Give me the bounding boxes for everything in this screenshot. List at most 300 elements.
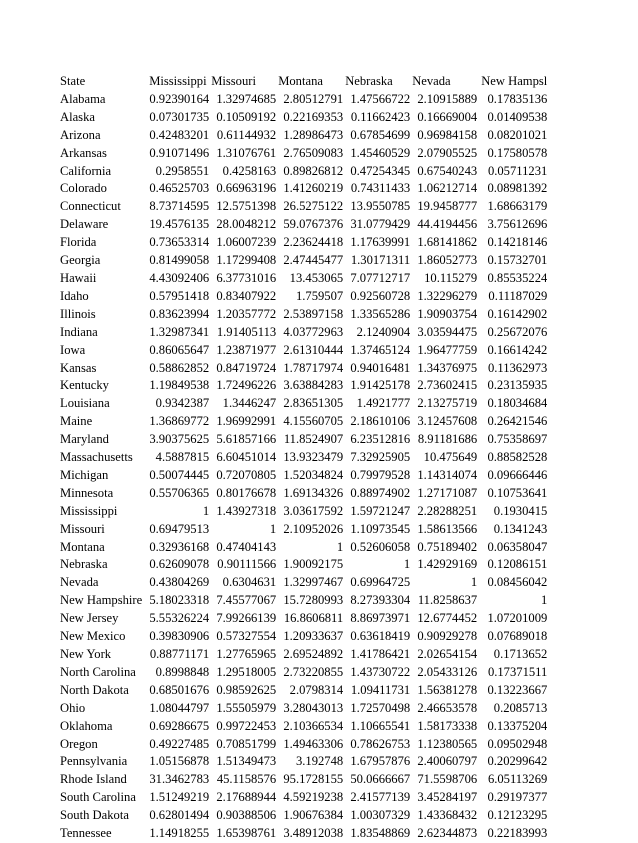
ratio-cell: 4.43092406 <box>149 270 210 285</box>
ratio-cell: 1.32997467 <box>283 575 344 590</box>
ratio-cell: 1.29518005 <box>216 664 277 679</box>
ratio-cell: 1.55505979 <box>216 700 277 715</box>
ratio-cell: 0.99722453 <box>216 718 277 733</box>
ratio-cell: 1 <box>336 539 344 554</box>
state-name-cell: Pennsylvania <box>60 754 128 769</box>
ratio-cell: 0.01409538 <box>487 109 548 124</box>
ratio-cell: 0.90111566 <box>217 557 277 572</box>
ratio-cell: 1.91405113 <box>216 324 277 339</box>
ratio-cell: 0.11662423 <box>350 109 411 124</box>
ratio-cell: 0.85535224 <box>487 270 548 285</box>
ratio-cell: 8.91181686 <box>417 432 478 447</box>
ratio-cell: 0.11187029 <box>488 288 548 303</box>
ratio-cell: 1 <box>202 503 210 518</box>
ratio-cell: 1.86052773 <box>417 253 478 268</box>
ratio-cell: 1.37465124 <box>350 342 411 357</box>
ratio-cell: 1.56381278 <box>417 682 478 697</box>
ratio-cell: 0.88771171 <box>149 647 210 661</box>
ratio-cell: 0.88582528 <box>487 450 548 465</box>
ratio-cell: 1.67957876 <box>350 754 411 769</box>
ratio-cell: 1.96477759 <box>417 342 478 357</box>
state-name-cell: Iowa <box>60 342 86 357</box>
ratio-cell: 2.69524892 <box>283 647 344 661</box>
state-name-cell: Maryland <box>60 432 109 447</box>
ratio-cell: 0.29197377 <box>487 790 548 805</box>
table-row <box>60 360 547 378</box>
state-name-cell: Michigan <box>60 467 109 482</box>
header-new-hampshire: New Hampsl <box>481 74 548 88</box>
ratio-cell: 0.11362973 <box>487 360 548 375</box>
ratio-cell: 0.47404143 <box>216 539 277 554</box>
state-name-cell: Arkansas <box>60 145 107 160</box>
ratio-cell: 1.72496226 <box>216 378 277 393</box>
ratio-cell: 0.61144932 <box>216 127 277 142</box>
table-row <box>60 91 547 109</box>
ratio-cell: 7.32925905 <box>350 450 411 465</box>
ratio-cell: 0.06358047 <box>487 539 548 554</box>
ratio-cell: 3.63884283 <box>283 378 344 393</box>
ratio-cell: 5.55326224 <box>149 611 210 626</box>
ratio-cell: 1.68141862 <box>417 235 478 250</box>
ratio-cell: 0.83623994 <box>149 306 210 321</box>
ratio-cell: 0.84719724 <box>216 360 277 375</box>
ratio-cell: 1.20933637 <box>283 629 344 644</box>
ratio-cell: 0.73653314 <box>149 235 210 250</box>
ratio-cell: 1.65398761 <box>216 826 277 841</box>
ratio-cell: 0.81499058 <box>149 253 210 268</box>
ratio-cell: 0.15732701 <box>487 253 548 268</box>
ratio-cell: 0.25672076 <box>487 324 548 339</box>
ratio-cell: 0.52606058 <box>350 539 411 554</box>
ratio-cell: 1.90903754 <box>417 306 478 321</box>
ratio-cell: 1.14314074 <box>417 467 478 482</box>
ratio-cell: 1.36869772 <box>149 414 210 429</box>
ratio-cell: 7.45577067 <box>216 593 277 608</box>
state-name-cell: Rhode Island <box>60 772 127 787</box>
ratio-cell: 1.31076761 <box>216 145 277 160</box>
ratio-cell: 59.0767376 <box>283 217 344 232</box>
table-row <box>60 700 547 718</box>
ratio-cell: 3.90375625 <box>149 432 210 447</box>
ratio-cell: 1.12380565 <box>417 736 478 751</box>
ratio-cell: 0.16142902 <box>487 306 548 321</box>
state-name-cell: Alabama <box>60 91 106 106</box>
state-name-cell: Connecticut <box>60 199 121 214</box>
ratio-cell: 1.19849538 <box>149 378 210 393</box>
ratio-cell: 95.1728155 <box>283 772 344 787</box>
table-row <box>60 342 547 360</box>
table-row <box>60 718 547 736</box>
ratio-cell: 0.72070805 <box>216 467 277 482</box>
ratio-cell: 0.16669004 <box>417 109 478 124</box>
state-name-cell: Missouri <box>60 521 105 536</box>
ratio-cell: 0.14218146 <box>487 235 548 250</box>
state-name-cell: Illinois <box>60 306 96 321</box>
ratio-cell: 0.13223667 <box>487 682 548 697</box>
ratio-cell: 7.99266139 <box>216 611 277 626</box>
ratio-cell: 16.8606811 <box>283 611 344 626</box>
ratio-cell: 0.69286675 <box>149 718 210 733</box>
table-row <box>60 807 547 825</box>
table-row <box>60 127 547 145</box>
table-row <box>60 610 547 628</box>
ratio-cell: 0.91071496 <box>149 145 210 160</box>
ratio-cell: 2.83651305 <box>283 396 344 411</box>
ratio-cell: 1.33565286 <box>350 306 411 321</box>
ratio-cell: 0.67854699 <box>350 127 411 142</box>
ratio-cell: 1.90676384 <box>283 808 344 823</box>
ratio-cell: 45.1158576 <box>216 772 277 787</box>
state-name-cell: Louisiana <box>60 396 110 411</box>
ratio-cell: 71.5598706 <box>417 772 478 787</box>
ratio-cell: 0.46525703 <box>149 181 210 196</box>
ratio-cell: 19.4576135 <box>149 217 210 232</box>
ratio-cell: 1.43730722 <box>350 664 411 679</box>
ratio-cell: 1.58173338 <box>417 718 478 733</box>
header-nebraska: Nebraska <box>345 74 393 88</box>
state-ratio-table <box>60 73 547 843</box>
table-row <box>60 306 547 324</box>
ratio-cell: 1.69134326 <box>283 485 344 500</box>
ratio-cell: 4.03772963 <box>283 324 344 339</box>
header-state: State <box>60 74 86 88</box>
ratio-cell: 1.10973545 <box>350 521 411 536</box>
ratio-cell: 0.1930415 <box>493 503 548 518</box>
ratio-cell: 8.27393304 <box>350 593 411 608</box>
state-name-cell: Massachusetts <box>60 450 133 465</box>
ratio-cell: 0.39830906 <box>149 629 210 644</box>
table-row <box>60 628 547 646</box>
ratio-cell: 4.59219238 <box>283 790 344 805</box>
ratio-cell: 1.34376975 <box>417 360 478 375</box>
state-name-cell: Kansas <box>60 360 97 375</box>
ratio-cell: 1.4921777 <box>356 396 411 411</box>
ratio-cell: 3.45284197 <box>417 790 478 805</box>
ratio-cell: 8.73714595 <box>149 199 210 214</box>
ratio-cell: 0.20299642 <box>487 754 548 769</box>
header-nevada: Nevada <box>412 74 451 88</box>
table-row <box>60 324 547 342</box>
ratio-cell: 0.79979528 <box>350 467 411 482</box>
ratio-cell: 2.1240904 <box>356 324 411 339</box>
ratio-cell: 2.0798314 <box>289 682 344 697</box>
ratio-cell: 1.83548869 <box>350 826 411 841</box>
ratio-cell: 1.32987341 <box>149 324 210 339</box>
ratio-cell: 1.43927318 <box>216 503 277 518</box>
ratio-cell: 4.15560705 <box>283 414 344 429</box>
ratio-cell: 0.08981392 <box>487 181 548 196</box>
ratio-cell: 6.05113269 <box>487 772 548 787</box>
ratio-cell: 1.759507 <box>295 288 344 303</box>
ratio-cell: 2.47445477 <box>283 253 344 268</box>
ratio-cell: 1.30171311 <box>350 253 411 268</box>
ratio-cell: 1.32296279 <box>417 288 478 303</box>
ratio-cell: 2.62344873 <box>417 826 478 841</box>
ratio-cell: 0.16614242 <box>487 342 548 357</box>
ratio-cell: 3.75612696 <box>487 217 548 232</box>
ratio-cell: 0.23135935 <box>487 378 548 393</box>
ratio-cell: 2.10952026 <box>283 521 344 536</box>
ratio-cell: 1.52034824 <box>283 467 344 482</box>
ratio-cell: 0.2958551 <box>155 163 210 178</box>
ratio-cell: 0.78626753 <box>350 736 411 751</box>
ratio-cell: 3.28043013 <box>283 700 344 715</box>
ratio-cell: 1.90092175 <box>283 557 344 572</box>
ratio-cell: 1.47566722 <box>350 91 411 106</box>
ratio-cell: 1.41260219 <box>283 181 344 196</box>
ratio-cell: 0.66963196 <box>216 181 277 196</box>
ratio-cell: 1.45460529 <box>350 145 411 160</box>
state-name-cell: New York <box>60 647 112 661</box>
ratio-cell: 12.6774452 <box>417 611 478 626</box>
ratio-cell: 1.23871977 <box>216 342 277 357</box>
ratio-cell: 0.89826812 <box>283 163 344 178</box>
ratio-cell: 1.51349473 <box>216 754 277 769</box>
ratio-cell: 26.5275122 <box>283 199 344 214</box>
ratio-cell: 3.192748 <box>295 754 344 769</box>
ratio-cell: 1 <box>269 521 277 536</box>
state-name-cell: Alaska <box>60 109 95 124</box>
ratio-cell: 11.8524907 <box>283 432 344 447</box>
ratio-cell: 0.22169353 <box>283 109 344 124</box>
table-row <box>60 413 547 431</box>
ratio-cell: 0.05711231 <box>487 163 548 178</box>
ratio-cell: 2.10915889 <box>417 91 478 106</box>
ratio-cell: 1.43368432 <box>417 808 478 823</box>
ratio-cell: 0.09666446 <box>487 467 548 482</box>
ratio-cell: 0.92560728 <box>350 288 411 303</box>
ratio-cell: 3.03617592 <box>283 503 344 518</box>
state-name-cell: Hawaii <box>60 270 97 285</box>
table-row <box>60 109 547 127</box>
ratio-cell: 0.55706365 <box>149 485 210 500</box>
ratio-cell: 0.1341243 <box>493 521 548 536</box>
table-row <box>60 736 547 754</box>
ratio-cell: 1.08044797 <box>149 700 210 715</box>
ratio-cell: 0.2085713 <box>493 700 548 715</box>
state-name-cell: South Carolina <box>60 790 136 805</box>
ratio-cell: 4.5887815 <box>155 450 210 465</box>
ratio-cell: 0.94016481 <box>350 360 411 375</box>
ratio-cell: 0.1713652 <box>493 647 548 661</box>
ratio-cell: 1 <box>470 575 478 590</box>
ratio-cell: 0.22183993 <box>487 826 548 841</box>
state-name-cell: New Mexico <box>60 629 126 644</box>
table-row <box>60 431 547 449</box>
state-name-cell: Minnesota <box>60 485 114 500</box>
table-row <box>60 288 547 306</box>
ratio-cell: 1.72570498 <box>350 700 411 715</box>
state-name-cell: Montana <box>60 539 105 554</box>
ratio-cell: 0.13375204 <box>487 718 548 733</box>
header-row <box>60 73 547 91</box>
ratio-cell: 2.02654154 <box>417 647 478 661</box>
state-name-cell: California <box>60 163 112 178</box>
ratio-cell: 50.0666667 <box>350 772 411 787</box>
state-name-cell: North Carolina <box>60 664 136 679</box>
ratio-cell: 1.05156878 <box>149 754 210 769</box>
ratio-cell: 2.73602415 <box>417 378 478 393</box>
header-missouri: Missouri <box>211 74 256 88</box>
ratio-cell: 0.32936168 <box>149 539 210 554</box>
ratio-cell: 1.14918255 <box>149 826 210 841</box>
ratio-cell: 1.59721247 <box>350 503 411 518</box>
ratio-cell: 0.08456042 <box>487 575 548 590</box>
ratio-cell: 0.26421546 <box>487 414 548 429</box>
ratio-cell: 1.00307329 <box>350 808 411 823</box>
ratio-cell: 0.12123295 <box>487 808 548 823</box>
table-row <box>60 395 547 413</box>
ratio-cell: 0.6304631 <box>222 575 277 590</box>
ratio-cell: 6.37731016 <box>216 270 277 285</box>
ratio-cell: 1.78717974 <box>283 360 344 375</box>
ratio-cell: 0.47254345 <box>350 163 411 178</box>
ratio-cell: 1.96992991 <box>216 414 277 429</box>
ratio-cell: 1.27171087 <box>417 485 478 500</box>
ratio-cell: 0.42483201 <box>149 127 210 142</box>
ratio-cell: 13.453065 <box>289 270 344 285</box>
ratio-cell: 0.80176678 <box>216 485 277 500</box>
ratio-cell: 19.9458777 <box>417 199 478 214</box>
state-name-cell: Arizona <box>60 127 101 142</box>
ratio-cell: 2.61310444 <box>283 342 344 357</box>
ratio-cell: 1.07201009 <box>487 611 548 626</box>
table-row <box>60 753 547 771</box>
ratio-cell: 6.23512816 <box>350 432 411 447</box>
table-row <box>60 574 547 592</box>
state-name-cell: Nevada <box>60 575 99 590</box>
ratio-cell: 0.57327554 <box>216 629 277 644</box>
ratio-cell: 0.08201021 <box>487 127 548 142</box>
ratio-cell: 1.32974685 <box>216 91 277 106</box>
ratio-cell: 1.28986473 <box>283 127 344 142</box>
ratio-cell: 0.9342387 <box>155 396 210 411</box>
ratio-cell: 1.10665541 <box>350 718 411 733</box>
ratio-cell: 5.18023318 <box>149 593 210 608</box>
table-row <box>60 646 547 664</box>
ratio-cell: 2.10366534 <box>283 718 344 733</box>
table-row <box>60 485 547 503</box>
ratio-cell: 0.67540243 <box>417 163 478 178</box>
ratio-cell: 0.63618419 <box>350 629 411 644</box>
ratio-cell: 28.0048212 <box>216 217 277 232</box>
table-row <box>60 556 547 574</box>
ratio-cell: 2.40060797 <box>417 754 478 769</box>
ratio-cell: 0.69479513 <box>149 521 210 536</box>
state-name-cell: Nebraska <box>60 557 108 572</box>
ratio-cell: 2.18610106 <box>350 414 411 429</box>
ratio-cell: 0.92390164 <box>149 91 210 106</box>
state-name-cell: Florida <box>60 235 97 250</box>
ratio-cell: 0.75189402 <box>417 539 478 554</box>
state-name-cell: Indiana <box>60 324 98 339</box>
ratio-cell: 1 <box>403 557 411 572</box>
ratio-cell: 1.58613566 <box>417 521 478 536</box>
ratio-cell: 0.62801494 <box>149 808 210 823</box>
ratio-cell: 0.4258163 <box>222 163 277 178</box>
ratio-cell: 10.475649 <box>423 450 478 465</box>
state-name-cell: Delaware <box>60 217 109 232</box>
ratio-cell: 0.62609078 <box>149 557 210 572</box>
table-row <box>60 270 547 288</box>
ratio-cell: 0.10509192 <box>216 109 277 124</box>
table-row <box>60 216 547 234</box>
state-name-cell: Ohio <box>60 700 86 715</box>
table-row <box>60 180 547 198</box>
ratio-cell: 0.69964725 <box>350 575 411 590</box>
table-row <box>60 252 547 270</box>
ratio-cell: 0.17371511 <box>487 664 548 679</box>
ratio-cell: 2.46653578 <box>417 700 478 715</box>
ratio-cell: 2.28288251 <box>417 503 478 518</box>
ratio-cell: 0.98592625 <box>216 682 277 697</box>
ratio-cell: 2.05433126 <box>417 664 478 679</box>
table-row <box>60 825 547 843</box>
state-name-cell: Maine <box>60 414 93 429</box>
ratio-cell: 15.7280993 <box>283 593 344 608</box>
ratio-cell: 0.96984158 <box>417 127 478 142</box>
header-montana: Montana <box>278 74 323 88</box>
ratio-cell: 0.68501676 <box>149 682 210 697</box>
ratio-cell: 5.61857166 <box>216 432 277 447</box>
ratio-cell: 1.09411731 <box>350 682 411 697</box>
ratio-cell: 0.83407922 <box>216 288 277 303</box>
ratio-cell: 1.41786421 <box>350 647 411 661</box>
ratio-cell: 0.90388506 <box>216 808 277 823</box>
ratio-cell: 1.51249219 <box>149 790 210 805</box>
table-row <box>60 503 547 521</box>
ratio-cell: 3.48912038 <box>283 826 344 841</box>
header-mississippi: Mississippi <box>149 74 207 88</box>
ratio-cell: 0.43804269 <box>149 575 210 590</box>
ratio-cell: 1.06212714 <box>417 181 478 196</box>
state-name-cell: Idaho <box>60 288 89 303</box>
ratio-cell: 0.18034684 <box>487 396 548 411</box>
ratio-cell: 13.9323479 <box>283 450 344 465</box>
ratio-cell: 1.3446247 <box>222 396 277 411</box>
ratio-cell: 2.13275719 <box>417 396 478 411</box>
ratio-cell: 0.57951418 <box>149 288 210 303</box>
ratio-cell: 1.49463306 <box>283 736 344 751</box>
ratio-cell: 1.42929169 <box>417 557 478 572</box>
ratio-cell: 10.115279 <box>424 270 478 285</box>
state-name-cell: Georgia <box>60 253 101 268</box>
ratio-cell: 3.12457608 <box>417 414 478 429</box>
table-row <box>60 198 547 216</box>
table-row <box>60 539 547 557</box>
ratio-cell: 0.17835136 <box>487 91 548 106</box>
table-row <box>60 664 547 682</box>
ratio-cell: 1.06007239 <box>216 235 277 250</box>
ratio-cell: 0.74311433 <box>350 181 411 196</box>
ratio-cell: 2.80512791 <box>283 91 344 106</box>
ratio-cell: 1.20357772 <box>216 306 277 321</box>
table-row <box>60 163 547 181</box>
ratio-cell: 0.8998848 <box>155 664 210 679</box>
state-name-cell: Kentucky <box>60 378 109 393</box>
ratio-cell: 1.17299408 <box>216 253 277 268</box>
table-row <box>60 592 547 610</box>
ratio-cell: 0.07301735 <box>149 109 210 124</box>
ratio-cell: 31.0779429 <box>350 217 411 232</box>
ratio-cell: 0.90929278 <box>417 629 478 644</box>
ratio-cell: 3.03594475 <box>417 324 478 339</box>
ratio-cell: 2.73220855 <box>283 664 344 679</box>
state-name-cell: Tennessee <box>60 826 112 841</box>
ratio-cell: 2.41577139 <box>350 790 411 805</box>
ratio-cell: 31.3462783 <box>149 772 210 787</box>
ratio-cell: 1 <box>541 593 548 608</box>
